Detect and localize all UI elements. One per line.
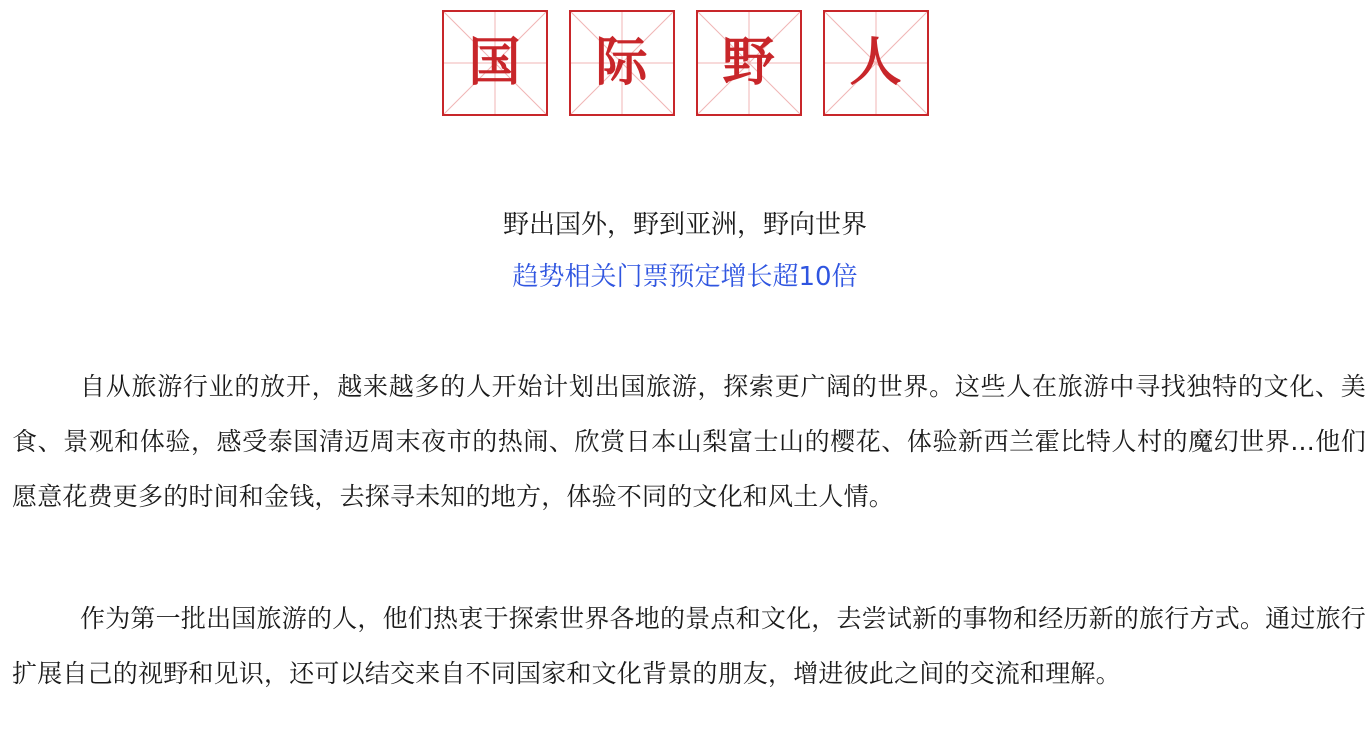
title-banner	[0, 10, 1370, 116]
title-char: 人	[849, 33, 902, 93]
title-char: 国	[468, 33, 521, 93]
title-char-box	[696, 10, 802, 116]
title-char-box	[569, 10, 675, 116]
title-char: 野	[722, 33, 775, 93]
title-char-box	[442, 10, 548, 116]
title-char: 际	[595, 33, 648, 93]
subtitle: 野出国外，野到亚洲，野向世界	[502, 210, 867, 240]
highlight-stat: 趋势相关门票预定增长超10倍	[512, 262, 858, 292]
body-paragraph: 自从旅游行业的放开，越来越多的人开始计划出国旅游，探索更广阔的世界。这些人在旅游中寻找独特的文化、美食、景观和体验，感受泰国清迈周末夜市的热闹、欣赏日本山梨富士山的樱花、体验新西兰霍比特人村的魔幻世界...他们愿意花费更多的时间和金钱，去探寻未知的地方，体验不同的文化和风土人情。	[12, 372, 1366, 511]
body-paragraph: 作为第一批出国旅游的人，他们热衷于探索世界各地的景点和文化，去尝试新的事物和经历新的旅行方式。通过旅行扩展自己的视野和见识，还可以结交来自不同国家和文化背景的朋友，增进彼此之间的交流和理解。	[12, 604, 1366, 688]
title-char-box	[823, 10, 929, 116]
